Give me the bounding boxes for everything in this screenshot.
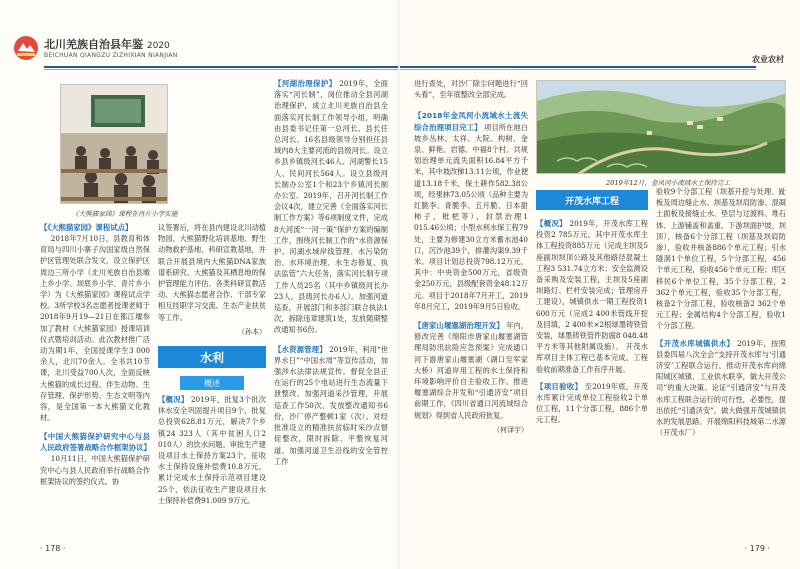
section-heading: 【2018年金凤河小流域水土流失综合治理项目完工】 (414, 111, 528, 132)
paragraph: 进行查处，对沙厂除尘问题进行“回头看”，至年底整改全部完成。 (414, 79, 528, 100)
paragraph: 年内，修改完善《绵阳市唐家山堰塞湖管理局防汛抗险应急预案》完成通口河下游唐家山堰塞湖（湖口至军家大桥）河道岸用工程的水土保持和环境影响评价自主验收工作。推进堰塞湖综合开发和“引通济安”项目前期工作，《四川省通口河流域综合规划》得到省人民政府批复。 (414, 321, 528, 420)
paragraph: 2019年，全面落实“河长制”，岗位推动全县河湖治理保护，成立北川羌族自治县全面落实河长制工作领导小组，明确由县委书记任第一总河长、县长任总河长。16名县级领导分别担任县域内8大主要河流的县级河长。设立乡县乡镇级河长46人、河湖警长15人、民间河长564人。设立县级河长制办公室1个和23个乡镇河长制办公室。2019年，召开河长制工作会议4次，建立完善《全面落实河长制工作方案》等6项制度文件，完成8大河流“一河一策”保护方案的编制工作，围绕河长制工作的“水资源保护、河湖水域岸线管理、水污染防治、水环境治理、水生态修复、执法监管”六大任务，落实河长制专项工作人员25名（其中乡镇级河长办23人，县级河长办6人）。加强河道巡查，开展部门和多部门联合执法1次，拆除违章建筑1处，发放随期整改通知书6份。 (274, 79, 388, 335)
paragraph: 2019年，开茂水库工程投资2 785万元，其中开茂水库主体工程投资885万元（完成主坝及5座副坝坝顶公路及其他路径混凝土工程3 531.74立方米；安全监测设备采购及安装工程，主坝及5座副坝路灯、栏杆安装完成；管理房开工建设），城镇供水一期工程投资1 600万元（完成2 400米管线开挖及回填，2 400米×2根球墨铸铁管安装，球墨铸铁管件防腐8 048.48平方米等其他附属设施）。 (536, 219, 648, 352)
paragraph: 项目所在地白坡乡丛林、太祥、大院、构树、金泉、鲜艳、岩德、中福8个村。共规划治理单元流失面积16.84平方千米，其中坡改梯13.11公顷，作业便道13.18千米，保土耕作582.38公顷，经果林73.05公顷（品种主要为红脆李、青脆李、五月脆、日本甜柿子、枇杷等），封禁治理1 015.46公顷；小型水利水保工程79处，主要为修建30立方米蓄水池40口，沉沙池39个，排灌沟渠9.39千米。项目计划总投资798.12万元，其中：中央资金500万元，省级资金250万元，县级配套资金48.12万元。项目于2018年7月开工，2019年8月完工，2019年9月5日验收。 (414, 122, 529, 311)
section-heading: 【河湖治理保护】 (274, 79, 337, 88)
paragraph: 至2019年底，开茂水库累计完成单位工程验收2个单位工程，11个分部工程，886个单元工程。 (536, 381, 648, 425)
section-heading: 【《大熊猫家园》课程试点】 (40, 223, 133, 232)
paragraph: 开茂水库项目主体工程已基本完成，工程验收前期准备工作有序开展。 (536, 342, 648, 374)
author-signature: （何泽宇） (493, 425, 528, 434)
paragraph: 2019年，批复3个批次休水安全巩固提升项目9个，批复总投资628.81万元，解决7个乡镇24 323人（其中贫困人口2 010人）的饮水问题。审批生产建设项目水土保持方案23个，征收水土保持设施补偿费10.8万元，累计完成水土保持示范项目建设25个，依法征收生产建设项目水土保持补偿费91.009 9万元。 (158, 395, 266, 505)
column-2 (536, 218, 648, 426)
paragraph: 2019年，利用“世界水日”“中国水周”等宣传活动，加强涉水法律法规宣传。督促全县正在运行的25个电站进行生态流量下泄整改。加强河道采沙管理，开展巡查工作50次，发放整改通知书6份，沙厂停产整顿1家（次）。对经批准设立的精准扶贫临时采沙点督促整改，限时拆除、平整恢复河道。加强河道卫生沿线的安全管控工作 (274, 344, 388, 466)
paragraph: 2019年，按照县委四届八次全会“支持开茂水库与‘引通济安’工程联合运行，推动开茂水库向绵阳城区城镇、工业供水联享，做大开茂公司”的重大决策。论证“引通济安”与开茂水库工程联合运行的可行性，必要性，提出依托“引通济安”，做大做强开茂城镇供水的发展思路。开展绵阳科技城第二水源（开茂水厂） (656, 338, 786, 438)
section-heading: 【水资源管理】 (274, 344, 327, 354)
right-page (400, 0, 800, 569)
column-1 (414, 78, 528, 436)
subsection-band-overview: 概述 (180, 376, 244, 390)
paragraph: 2018年7月10日，县教育和体育局与四川小寨子沟国家级自然保护区管理处联合发文，设立保护区周边三所小学（北川羌族自治县墩上乡小学、坝底乡小学、青片乡小学）为《大熊猫家园》课程试点学校。3所学校3名志愿者授课老师于2018年9月19—21日在都江堰参加了教材《大熊猫家园》授课培训仪式暨培训活动。此次教材推广活动为期1年，全国授课学生3 000余人，北川70余人。全书共10节课，北川受益700人次，全面反映大熊猫的成长过程、伴生动物、生存管理、保护形势、生态文明等内容，是全国第一本大熊猫文化教材。 (40, 234, 150, 423)
column-3 (274, 78, 388, 467)
paragraph: 议签署后，将在县内建设北川动植物园、大熊猫野化培训基地、野生动物救护基地、科研宣教基地，并联合开展县境内大熊猫DNA家族谱系研究、大熊猫及其栖息地的保护管理能力评估、各类科研宣教活动、大熊猫志愿者合作、干部专家相互挂职学习交流、生态产业扶贫等工作。 (158, 223, 266, 322)
section-heading: 【唐家山堰塞湖治理开发】 (414, 321, 504, 331)
yearbook-logo-icon (12, 34, 40, 62)
column-2 (158, 222, 266, 338)
section-heading: 【概况】 (536, 219, 567, 228)
photo-caption: 《大熊猫家园》课程在肖片小学实施 (72, 210, 178, 218)
author-signature: （孙本） (238, 327, 266, 336)
header-rule-thin (44, 69, 400, 70)
paragraph: 10月11日，中国大熊猫保护研究中心与县人民政府举行战略合作框架协议的签约仪式。协 (40, 454, 150, 486)
header-rule (44, 66, 400, 68)
section-heading: 【中国大熊猫保护研究中心与县人民政府签署战略合作框架协议】 (40, 432, 151, 453)
column-1 (40, 222, 150, 487)
paragraph: 验收9个分部工程（坝基开挖与处理、趾板及周边缝止水、坝基及坝肩防渗、混凝土面板及接缝止水、垫层与过渡料、堆石体、上游铺盖和盖重、下游坝面护坡、坝顶），核备6个分部工程（坝基及坝肩防渗），验收并核备886个单元工程；引水隧洞1个单位工程，5个分部工程，456个单元工程，验收456个单元工程；库区移民6个单位工程，35个分部工程，2 362个单元工程，验收35个分部工程，核备2个分部工程，验收核备2 362个单元工程；金属结构4个分部工程，验收1个分部工程。 (656, 187, 786, 331)
yearbook-title: 北川羌族自治县年鉴 2020 (44, 38, 170, 51)
header-rule (400, 66, 756, 68)
page-number: · 179 · (744, 544, 770, 553)
classroom-photo (60, 84, 168, 204)
page-number: · 178 · (40, 544, 66, 553)
photo-caption: 2019年12月，金凤河小流域水土保持完工 (606, 179, 731, 187)
section-band-kaimao: 开茂水库工程 (536, 190, 648, 210)
section-heading: 【概况】 (158, 395, 189, 404)
column-2b (158, 394, 266, 506)
column-3 (656, 186, 786, 438)
header-rule-thin (400, 69, 756, 70)
aerial-landscape-photo (536, 80, 786, 174)
yearbook-subtitle: BEICHUAN QIANGZU ZIZHIXIAN NIANJIAN (44, 52, 178, 59)
section-heading: 【开茂水库城镇供水】 (656, 338, 735, 348)
section-band-water: 水利 (158, 346, 266, 368)
section-tag: 农业农村 (752, 55, 784, 64)
section-heading: 【项目验收】 (536, 381, 583, 391)
